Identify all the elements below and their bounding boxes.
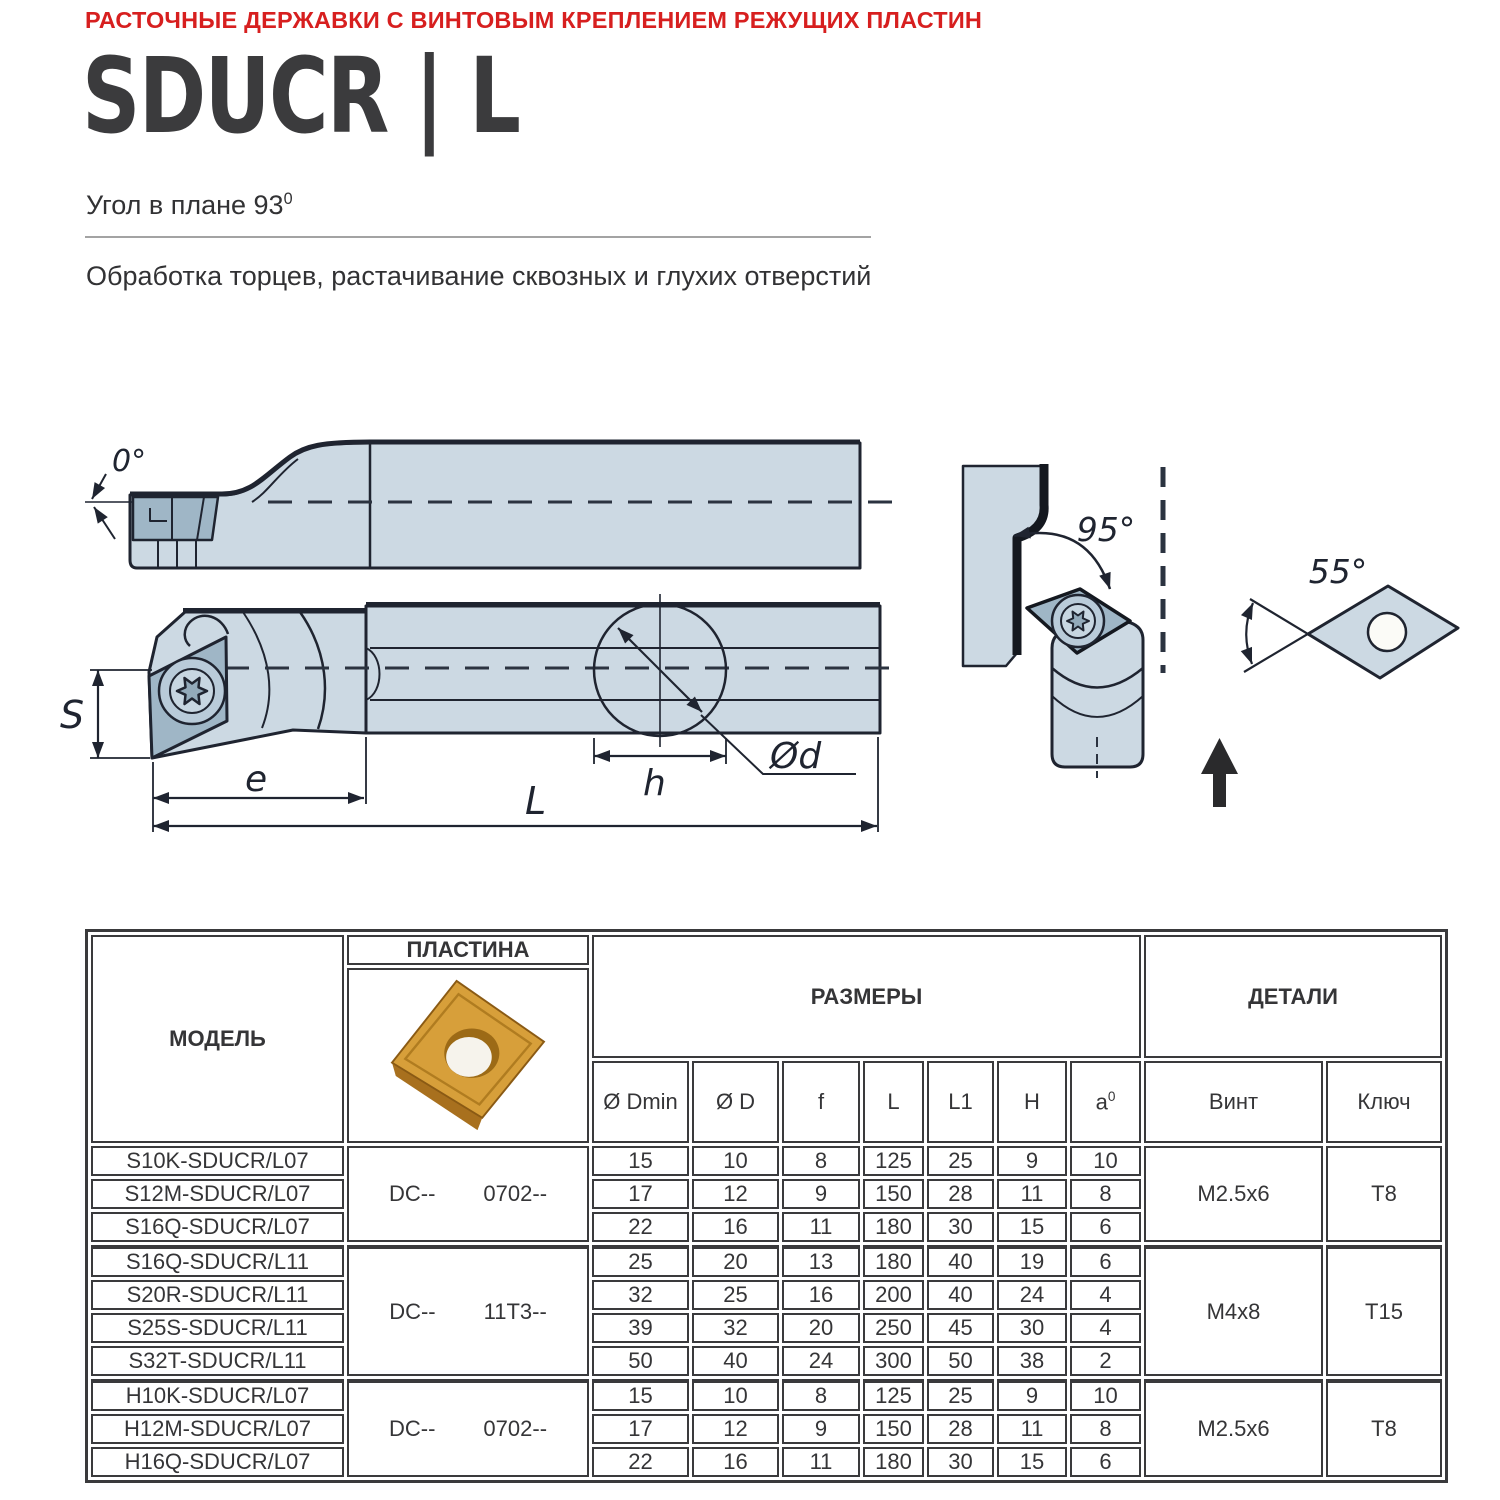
cell-dmin: 17 bbox=[592, 1414, 689, 1444]
cell-a: 6 bbox=[1070, 1212, 1141, 1242]
cell-d: 40 bbox=[692, 1346, 779, 1376]
cell-l1: 28 bbox=[927, 1414, 994, 1444]
l-label: L bbox=[525, 779, 547, 823]
cell-h: 30 bbox=[997, 1313, 1067, 1343]
drawing-top-view bbox=[85, 442, 893, 568]
col-header-a-text: a bbox=[1095, 1089, 1108, 1115]
cell-f: 20 bbox=[782, 1313, 860, 1343]
bar-body-top-view bbox=[130, 443, 860, 568]
cell-a: 10 bbox=[1070, 1379, 1141, 1411]
e-label: e bbox=[245, 759, 268, 800]
angle55-label: 55° bbox=[1308, 552, 1368, 591]
angle55-arc-arrow bbox=[1246, 603, 1253, 664]
cell-model: S10K-SDUCR/L07 bbox=[91, 1146, 344, 1176]
cell-f: 9 bbox=[782, 1414, 860, 1444]
cell-dmin: 50 bbox=[592, 1346, 689, 1376]
col-header-screw: Винт bbox=[1144, 1061, 1323, 1143]
col-header-f: f bbox=[782, 1061, 860, 1143]
divider-line bbox=[85, 236, 871, 238]
cell-screw-group1: M2.5x6 bbox=[1144, 1146, 1323, 1242]
angle0-arrow-lower bbox=[94, 507, 115, 539]
cell-model: S16Q-SDUCR/L11 bbox=[91, 1245, 344, 1277]
cell-l: 300 bbox=[863, 1346, 924, 1376]
col-header-details: ДЕТАЛИ bbox=[1144, 935, 1442, 1058]
cell-key-group2: T15 bbox=[1326, 1245, 1442, 1376]
plate-prefix: DC-- bbox=[388, 1416, 436, 1441]
cell-l1: 25 bbox=[927, 1379, 994, 1411]
plan-angle-sup: 0 bbox=[283, 190, 293, 208]
col-header-key: Ключ bbox=[1326, 1061, 1442, 1143]
od-label: Ød bbox=[770, 736, 822, 777]
cell-a: 4 bbox=[1070, 1280, 1141, 1310]
cell-dmin: 39 bbox=[592, 1313, 689, 1343]
cell-d: 25 bbox=[692, 1280, 779, 1310]
cell-dmin: 17 bbox=[592, 1179, 689, 1209]
s-label: S bbox=[60, 693, 85, 737]
cell-h: 9 bbox=[997, 1146, 1067, 1176]
cell-a: 10 bbox=[1070, 1146, 1141, 1176]
cell-f: 8 bbox=[782, 1146, 860, 1176]
cell-l: 200 bbox=[863, 1280, 924, 1310]
col-header-model: МОДЕЛЬ bbox=[91, 935, 344, 1143]
spec-table bbox=[85, 929, 1448, 1483]
col-header-d: Ø D bbox=[692, 1061, 779, 1143]
cell-dmin: 15 bbox=[592, 1146, 689, 1176]
plate-size: 11T3-- bbox=[483, 1298, 547, 1324]
cell-key-group1: T8 bbox=[1326, 1146, 1442, 1242]
cell-l1: 50 bbox=[927, 1346, 994, 1376]
cell-l1: 45 bbox=[927, 1313, 994, 1343]
cell-dmin: 25 bbox=[592, 1245, 689, 1277]
angle95-label: 95° bbox=[1076, 510, 1136, 549]
cell-model: H16Q-SDUCR/L07 bbox=[91, 1447, 344, 1477]
cell-l1: 25 bbox=[927, 1146, 994, 1176]
cell-l1: 40 bbox=[927, 1280, 994, 1310]
angle0-label: 0° bbox=[112, 444, 147, 479]
cell-d: 10 bbox=[692, 1379, 779, 1411]
cell-model: H12M-SDUCR/L07 bbox=[91, 1414, 344, 1444]
cell-screw-group2: M4x8 bbox=[1144, 1245, 1323, 1376]
cell-a: 2 bbox=[1070, 1346, 1141, 1376]
cell-h: 11 bbox=[997, 1179, 1067, 1209]
cell-h: 19 bbox=[997, 1245, 1067, 1277]
cell-d: 12 bbox=[692, 1179, 779, 1209]
plate-prefix: DC-- bbox=[389, 1298, 436, 1324]
angle0-arrow-upper bbox=[92, 474, 106, 499]
cell-f: 16 bbox=[782, 1280, 860, 1310]
cell-f: 11 bbox=[782, 1447, 860, 1477]
cell-f: 9 bbox=[782, 1179, 860, 1209]
cell-h: 15 bbox=[997, 1212, 1067, 1242]
cell-dmin: 22 bbox=[592, 1447, 689, 1477]
insert-pocket bbox=[133, 497, 218, 540]
plate-size: 0702-- bbox=[483, 1416, 548, 1441]
cell-l: 125 bbox=[863, 1379, 924, 1411]
cell-d: 32 bbox=[692, 1313, 779, 1343]
cell-a: 6 bbox=[1070, 1245, 1141, 1277]
drawing-55-insert bbox=[1244, 552, 1458, 678]
cell-plate-group2 bbox=[347, 1245, 589, 1376]
cell-f: 8 bbox=[782, 1379, 860, 1411]
cell-model: H10K-SDUCR/L07 bbox=[91, 1379, 344, 1411]
cell-l: 180 bbox=[863, 1212, 924, 1242]
cell-model: S16Q-SDUCR/L07 bbox=[91, 1212, 344, 1242]
cell-key-group3: T8 bbox=[1326, 1379, 1442, 1477]
page-kicker: РАСТОЧНЫЕ ДЕРЖАВКИ С ВИНТОВЫМ КРЕПЛЕНИЕМ РЕЖУЩИХ ПЛАСТИН bbox=[85, 7, 983, 33]
cell-l1: 30 bbox=[927, 1212, 994, 1242]
col-header-l1: L1 bbox=[927, 1061, 994, 1143]
cell-l1: 30 bbox=[927, 1447, 994, 1477]
cell-f: 24 bbox=[782, 1346, 860, 1376]
cell-d: 16 bbox=[692, 1212, 779, 1242]
cell-h: 24 bbox=[997, 1280, 1067, 1310]
col-header-dimensions: РАЗМЕРЫ bbox=[592, 935, 1141, 1058]
col-header-l: L bbox=[863, 1061, 924, 1143]
cell-l: 250 bbox=[863, 1313, 924, 1343]
cell-h: 11 bbox=[997, 1414, 1067, 1444]
cell-l: 180 bbox=[863, 1245, 924, 1277]
insert-photo bbox=[373, 972, 563, 1140]
h-label: h bbox=[643, 763, 666, 804]
cell-screw-group3: M2.5x6 bbox=[1144, 1379, 1323, 1477]
cell-model: S20R-SDUCR/L11 bbox=[91, 1280, 344, 1310]
cell-l: 180 bbox=[863, 1447, 924, 1477]
cell-f: 11 bbox=[782, 1212, 860, 1242]
cell-d: 12 bbox=[692, 1414, 779, 1444]
cell-h: 38 bbox=[997, 1346, 1067, 1376]
cell-a: 4 bbox=[1070, 1313, 1141, 1343]
drawing-side-view bbox=[60, 594, 893, 832]
col-header-dmin: Ø Dmin bbox=[592, 1061, 689, 1143]
cell-d: 16 bbox=[692, 1447, 779, 1477]
application-description: Обработка торцев, растачивание сквозных и глухих отверстий bbox=[86, 261, 872, 291]
drawing-95-view bbox=[963, 464, 1238, 807]
cell-h: 15 bbox=[997, 1447, 1067, 1477]
plate-prefix: DC-- bbox=[388, 1181, 436, 1206]
cell-l: 150 bbox=[863, 1179, 924, 1209]
col-header-plate: ПЛАСТИНА bbox=[347, 935, 589, 965]
cell-d: 10 bbox=[692, 1146, 779, 1176]
cell-model: S32T-SDUCR/L11 bbox=[91, 1346, 344, 1376]
workpiece bbox=[963, 466, 1044, 666]
cell-a: 6 bbox=[1070, 1447, 1141, 1477]
cell-model: S12M-SDUCR/L07 bbox=[91, 1179, 344, 1209]
cell-l1: 40 bbox=[927, 1245, 994, 1277]
col-header-h: H bbox=[997, 1061, 1067, 1143]
cell-f: 13 bbox=[782, 1245, 860, 1277]
cell-dmin: 32 bbox=[592, 1280, 689, 1310]
cell-dmin: 22 bbox=[592, 1212, 689, 1242]
plan-angle-text: Угол в плане 93 bbox=[86, 190, 284, 220]
cell-d: 20 bbox=[692, 1245, 779, 1277]
cell-a: 8 bbox=[1070, 1414, 1141, 1444]
col-header-a-sup: 0 bbox=[1107, 1088, 1116, 1104]
page-title: SDUCR | L bbox=[82, 35, 520, 157]
cell-dmin: 15 bbox=[592, 1379, 689, 1411]
col-header-a bbox=[1070, 1061, 1141, 1143]
cell-a: 8 bbox=[1070, 1179, 1141, 1209]
technical-drawings bbox=[0, 395, 1500, 865]
plate-size: 0702-- bbox=[483, 1181, 548, 1206]
cell-h: 9 bbox=[997, 1379, 1067, 1411]
cell-plate-group3 bbox=[347, 1379, 589, 1477]
insert-55-hole bbox=[1368, 613, 1406, 651]
cell-model: S25S-SDUCR/L11 bbox=[91, 1313, 344, 1343]
cell-l1: 28 bbox=[927, 1179, 994, 1209]
cell-l: 125 bbox=[863, 1146, 924, 1176]
plan-angle-subtitle bbox=[86, 190, 293, 221]
cell-plate-group1 bbox=[347, 1146, 589, 1242]
feed-direction-up-arrow-icon bbox=[1201, 738, 1238, 807]
insert-photo-hole bbox=[446, 1037, 492, 1077]
cell-l: 150 bbox=[863, 1414, 924, 1444]
insert-photo-cell bbox=[347, 968, 589, 1143]
